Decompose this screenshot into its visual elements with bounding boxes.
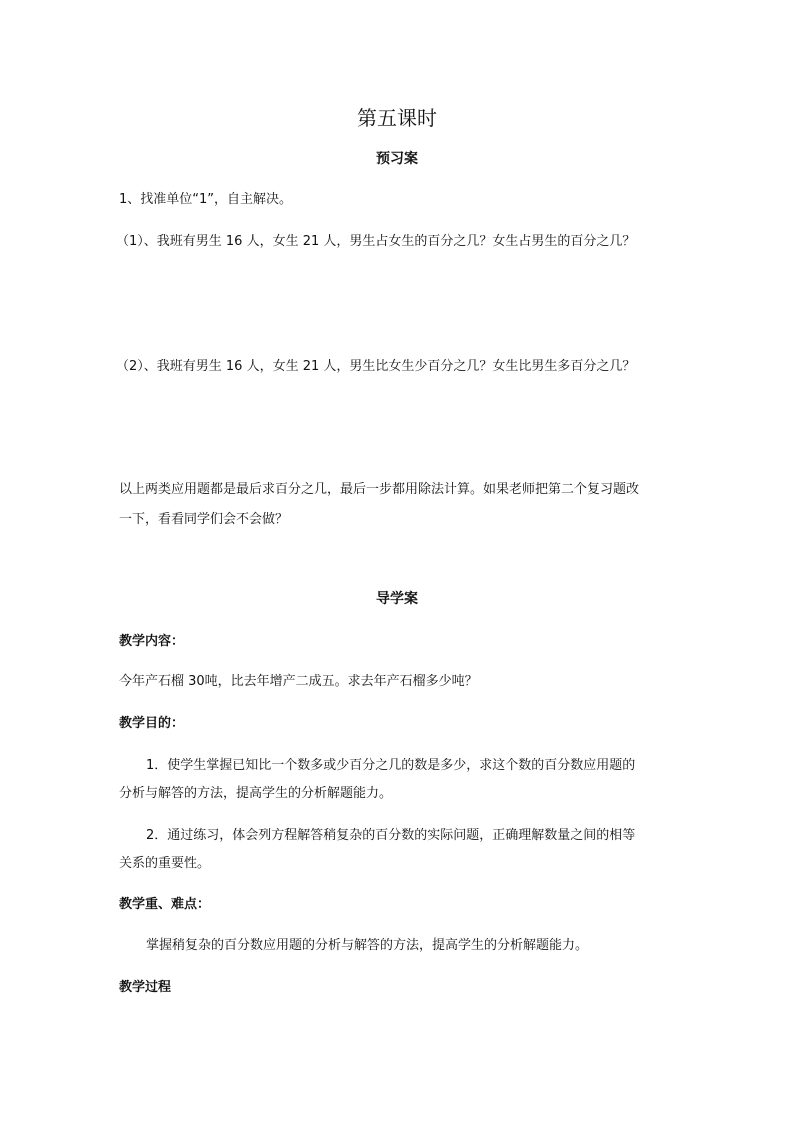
goal-label: 教学目的： <box>119 716 185 731</box>
summary-line-2: 一下，看看同学们会不会做？ <box>119 512 289 527</box>
guide-heading: 导学案 <box>376 591 418 607</box>
key-points-label: 教学重、难点： <box>119 897 211 912</box>
process-label: 教学过程 <box>119 980 172 995</box>
summary-line-1: 以上两类应用题都是最后求百分之几，最后一步都用除法计算。如果老师把第二个复习题改 <box>119 482 640 497</box>
goal-1-line-1: 1．使学生掌握已知比一个数多或少百分之几的数是多少，求这个数的百分数应用题的 <box>146 758 636 773</box>
question-1: （1）、我班有男生 16 人，女生 21 人，男生占女生的百分之几？女生占男生的百分之几？ <box>116 234 636 249</box>
content-label: 教学内容： <box>119 634 185 649</box>
goal-1-line-2: 分析与解答的方法，提高学生的分析解题能力。 <box>119 786 393 801</box>
goal-2-line-2: 关系的重要性。 <box>119 856 211 871</box>
preview-item-1: 1、找准单位“1”，自主解决。 <box>119 192 293 207</box>
content-text: 今年产石榴 30吨，比去年增产二成五。求去年产石榴多少吨？ <box>119 674 478 689</box>
page-title: 第五课时 <box>357 106 437 130</box>
question-2: （2）、我班有男生 16 人，女生 21 人，男生比女生少百分之几？女生比男生多百分之几？ <box>116 359 636 374</box>
preview-heading: 预习案 <box>376 151 418 167</box>
key-points-text: 掌握稍复杂的百分数应用题的分析与解答的方法，提高学生的分析解题能力。 <box>146 938 589 953</box>
goal-2-line-1: 2．通过练习，体会列方程解答稍复杂的百分数的实际问题，正确理解数量之间的相等 <box>146 828 636 843</box>
